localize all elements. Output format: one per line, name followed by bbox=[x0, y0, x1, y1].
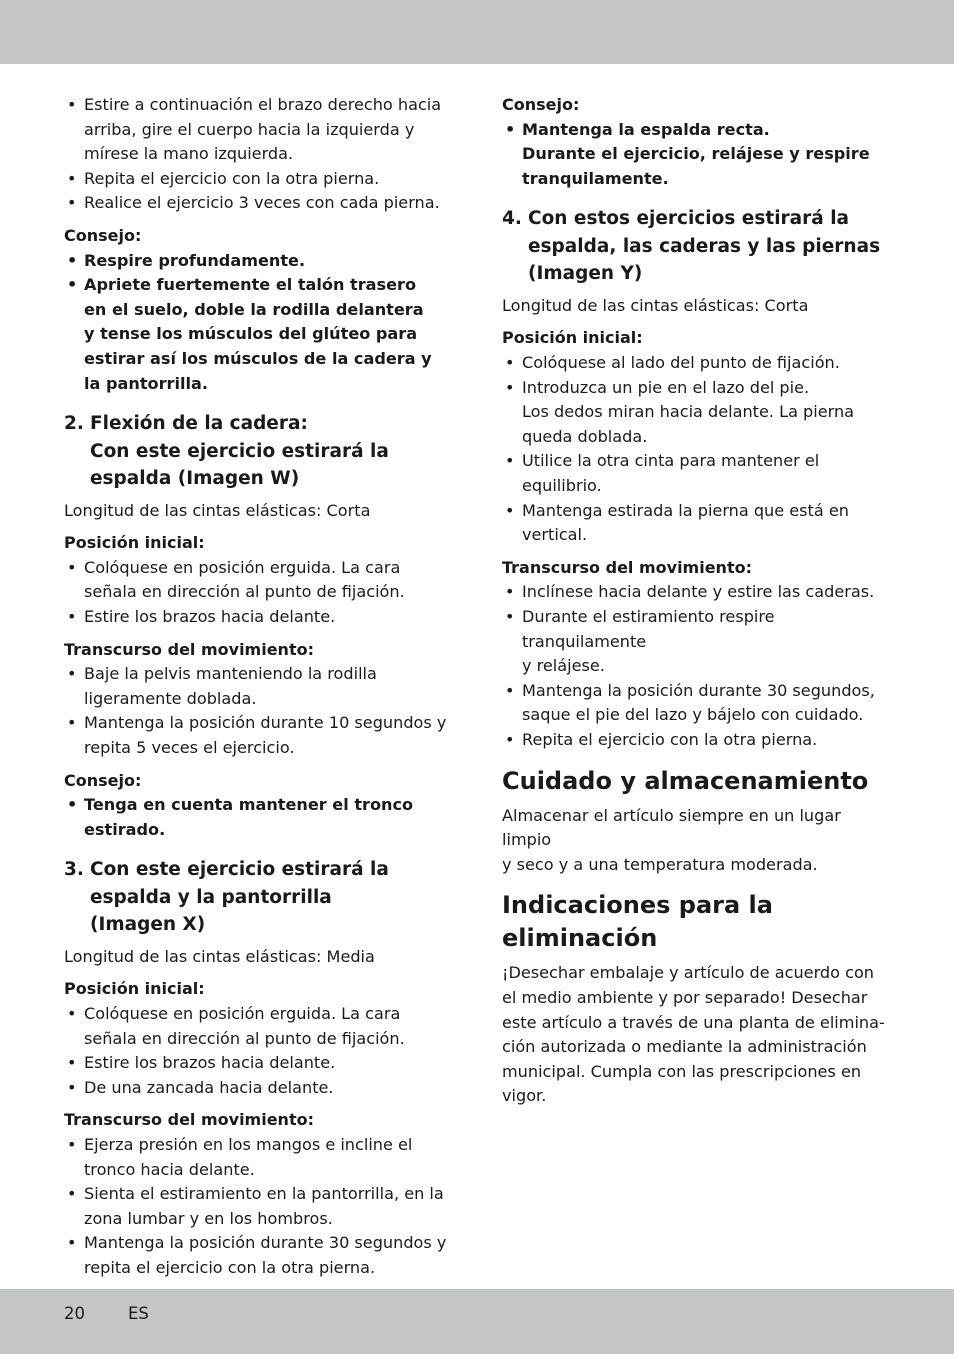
text-line: eliminación bbox=[502, 924, 658, 953]
list-item-text: • Mantenga la posición durante 30 segundos, bbox=[522, 680, 875, 700]
section-heading-4 bbox=[502, 205, 894, 288]
text-line: Flexión de la cadera: bbox=[90, 413, 308, 435]
list-item bbox=[64, 605, 456, 630]
list-item-text: • Colóquese al lado del punto de fijación. bbox=[522, 353, 840, 373]
list-item-text: tranquilamente. bbox=[522, 168, 669, 188]
list-item-text: • Colóquese en posición erguida. La cara bbox=[84, 1004, 401, 1024]
list-item-text: • Mantenga la posición durante 30 segundos y bbox=[84, 1233, 447, 1253]
list-item-text: • Baje la pelvis manteniendo la rodilla bbox=[84, 664, 377, 684]
list-item-text: • Repita el ejercicio con la otra pierna. bbox=[522, 729, 818, 749]
text-line: (Imagen Y) bbox=[528, 263, 643, 285]
text-line: este artículo a través de una planta de elimina- bbox=[502, 1012, 885, 1032]
list-item bbox=[502, 605, 894, 679]
list-item-text: estirado. bbox=[84, 819, 166, 839]
list-item-text: tronco hacia delante. bbox=[84, 1159, 255, 1179]
list-item bbox=[502, 376, 894, 450]
start-position-label: Posición inicial: bbox=[64, 533, 205, 553]
strap-length: Longitud de las cintas elásticas: Corta bbox=[64, 500, 371, 520]
list-item-text: • Utilice la otra cinta para mantener el bbox=[522, 451, 820, 471]
strap-length: Longitud de las cintas elásticas: Media bbox=[64, 946, 375, 966]
list-item-text: repita 5 veces el ejercicio. bbox=[84, 737, 295, 757]
list-item-text: mírese la mano izquierda. bbox=[84, 144, 294, 164]
list-item bbox=[64, 556, 456, 605]
list-item-text: • Tenga en cuenta mantener el tronco bbox=[84, 795, 414, 815]
list-item bbox=[502, 499, 894, 548]
list-item bbox=[64, 1002, 456, 1051]
header-band bbox=[0, 0, 954, 64]
list-item-text: y relájese. bbox=[522, 656, 605, 676]
list-item bbox=[64, 1051, 456, 1076]
text-line: Con este ejercicio estirará la bbox=[90, 440, 389, 462]
tip-label: Consejo: bbox=[64, 225, 142, 245]
text-line: ción autorizada o mediante la administración bbox=[502, 1037, 867, 1057]
text-line: Almacenar el artículo siempre en un lugar limpio bbox=[502, 805, 841, 850]
list-item bbox=[64, 662, 456, 711]
list-item bbox=[64, 93, 456, 167]
list-item bbox=[502, 351, 894, 376]
movement-label: Transcurso del movimiento: bbox=[64, 639, 314, 659]
list-item-text: • Repita el ejercicio con la otra pierna. bbox=[84, 168, 380, 188]
bullet-list bbox=[64, 1002, 456, 1100]
tip-label: Consejo: bbox=[502, 95, 580, 114]
start-position-label: Posición inicial: bbox=[64, 979, 205, 999]
bullet-list bbox=[64, 556, 456, 630]
text-line: (Imagen X) bbox=[90, 914, 206, 936]
strap-length: Longitud de las cintas elásticas: Corta bbox=[502, 295, 809, 315]
left-column bbox=[64, 93, 456, 1281]
text-line: y seco y a una temperatura moderada. bbox=[502, 854, 818, 874]
list-item-text: • Sienta el estiramiento en la pantorrilla, en la bbox=[84, 1184, 444, 1204]
list-item bbox=[502, 580, 894, 605]
section-heading-2 bbox=[64, 410, 456, 493]
disposal-heading bbox=[502, 889, 894, 955]
section-title bbox=[90, 856, 389, 939]
list-item-text: Los dedos miran hacia delante. La pierna bbox=[522, 402, 855, 422]
list-item-text: señala en dirección al punto de fijación. bbox=[84, 582, 405, 602]
section-number: 2. bbox=[64, 413, 84, 435]
text-line: espalda (Imagen W) bbox=[90, 468, 300, 490]
text-line: el medio ambiente y por separado! Desechar bbox=[502, 987, 868, 1007]
care-heading bbox=[502, 765, 894, 798]
list-item-text: • De una zancada hacia delante. bbox=[84, 1077, 334, 1097]
movement-label: Transcurso del movimiento: bbox=[64, 1110, 314, 1130]
list-item-text: • Colóquese en posición erguida. La cara bbox=[84, 557, 401, 577]
care-text bbox=[502, 804, 894, 878]
text-line: Con estos ejercicios estirará la bbox=[528, 208, 850, 230]
bullet-list bbox=[64, 93, 456, 216]
list-item-text: • Apriete fuertemente el talón trasero bbox=[84, 275, 417, 295]
list-item-text: • Mantenga estirada la pierna que está en bbox=[522, 500, 849, 520]
list-item bbox=[64, 1076, 456, 1101]
list-item bbox=[502, 449, 894, 498]
bullet-list bbox=[64, 662, 456, 760]
bullet-list bbox=[64, 1133, 456, 1281]
tip-label: Consejo: bbox=[64, 770, 142, 790]
list-item bbox=[64, 191, 456, 216]
list-item bbox=[64, 1133, 456, 1182]
start-position-label: Posición inicial: bbox=[502, 328, 643, 348]
bullet-list bbox=[502, 580, 894, 752]
list-item-text: repita el ejercicio con la otra pierna. bbox=[84, 1257, 376, 1277]
language-code: ES bbox=[128, 1304, 149, 1323]
section-heading-3 bbox=[64, 856, 456, 939]
text-line: vigor. bbox=[502, 1086, 547, 1106]
text-line: espalda y la pantorrilla bbox=[90, 886, 332, 908]
section-number: 3. bbox=[64, 859, 84, 881]
list-item-text: queda doblada. bbox=[522, 426, 648, 446]
list-item bbox=[64, 249, 456, 274]
list-item-text: en el suelo, doble la rodilla delantera bbox=[84, 299, 424, 319]
section-title bbox=[528, 205, 880, 288]
list-item-text: la pantorrilla. bbox=[84, 373, 208, 393]
list-item bbox=[502, 728, 894, 753]
list-item bbox=[64, 793, 456, 842]
bullet-list bbox=[64, 793, 456, 842]
list-item-text: • Realice el ejercicio 3 veces con cada pierna. bbox=[84, 193, 440, 213]
disposal-text bbox=[502, 961, 894, 1109]
list-item-text: zona lumbar y en los hombros. bbox=[84, 1208, 333, 1228]
list-item bbox=[64, 273, 456, 396]
list-item bbox=[64, 167, 456, 192]
list-item-text: estirar así los músculos de la cadera y bbox=[84, 348, 432, 368]
list-item-text: ligeramente doblada. bbox=[84, 688, 257, 708]
page-number: 20 bbox=[64, 1304, 85, 1323]
list-item-text: señala en dirección al punto de fijación. bbox=[84, 1028, 405, 1048]
bullet-list bbox=[64, 249, 456, 397]
bullet-list bbox=[502, 351, 894, 548]
list-item-text: Durante el ejercicio, relájese y respire bbox=[522, 144, 870, 164]
text-line: ¡Desechar embalaje y artículo de acuerdo con bbox=[502, 963, 874, 983]
list-item-text: • Estire los brazos hacia delante. bbox=[84, 607, 336, 626]
list-item bbox=[64, 1182, 456, 1231]
list-item-text: • Respire profundamente. bbox=[84, 250, 306, 270]
movement-label: Transcurso del movimiento: bbox=[502, 557, 752, 577]
list-item-text: • Ejerza presión en los mangos e incline el bbox=[84, 1135, 413, 1154]
text-line: Cuidado y almacenamiento bbox=[502, 766, 869, 795]
list-item-text: • Estire los brazos hacia delante. bbox=[84, 1053, 336, 1073]
section-title bbox=[90, 410, 389, 493]
list-item bbox=[502, 679, 894, 728]
section-number: 4. bbox=[502, 208, 522, 230]
list-item bbox=[64, 1231, 456, 1280]
list-item-text: • Estire a continuación el brazo derecho hacia bbox=[84, 95, 442, 114]
bullet-list bbox=[502, 118, 894, 192]
list-item-text: • Mantenga la espalda recta. bbox=[522, 119, 770, 139]
list-item-text: y tense los músculos del glúteo para bbox=[84, 324, 418, 344]
list-item bbox=[502, 118, 894, 192]
list-item-text: • Inclínese hacia delante y estire las caderas. bbox=[522, 582, 875, 602]
list-item-text: saque el pie del lazo y bájelo con cuidado. bbox=[522, 705, 864, 725]
list-item-text: arriba, gire el cuerpo hacia la izquierda y bbox=[84, 119, 415, 139]
right-column bbox=[502, 93, 894, 1109]
text-line: municipal. Cumpla con las prescripciones en bbox=[502, 1061, 862, 1081]
list-item-text: vertical. bbox=[522, 525, 588, 545]
list-item-text: equilibrio. bbox=[522, 476, 602, 496]
list-item bbox=[64, 711, 456, 760]
list-item-text: • Introduzca un pie en el lazo del pie. bbox=[522, 377, 810, 397]
text-line: Con este ejercicio estirará la bbox=[90, 859, 389, 881]
list-item-text: • Mantenga la posición durante 10 segundos y bbox=[84, 713, 447, 733]
list-item-text: • Durante el estiramiento respire tranquilamente bbox=[522, 607, 775, 651]
text-line: Indicaciones para la bbox=[502, 891, 773, 920]
text-line: espalda, las caderas y las piernas bbox=[528, 235, 881, 257]
